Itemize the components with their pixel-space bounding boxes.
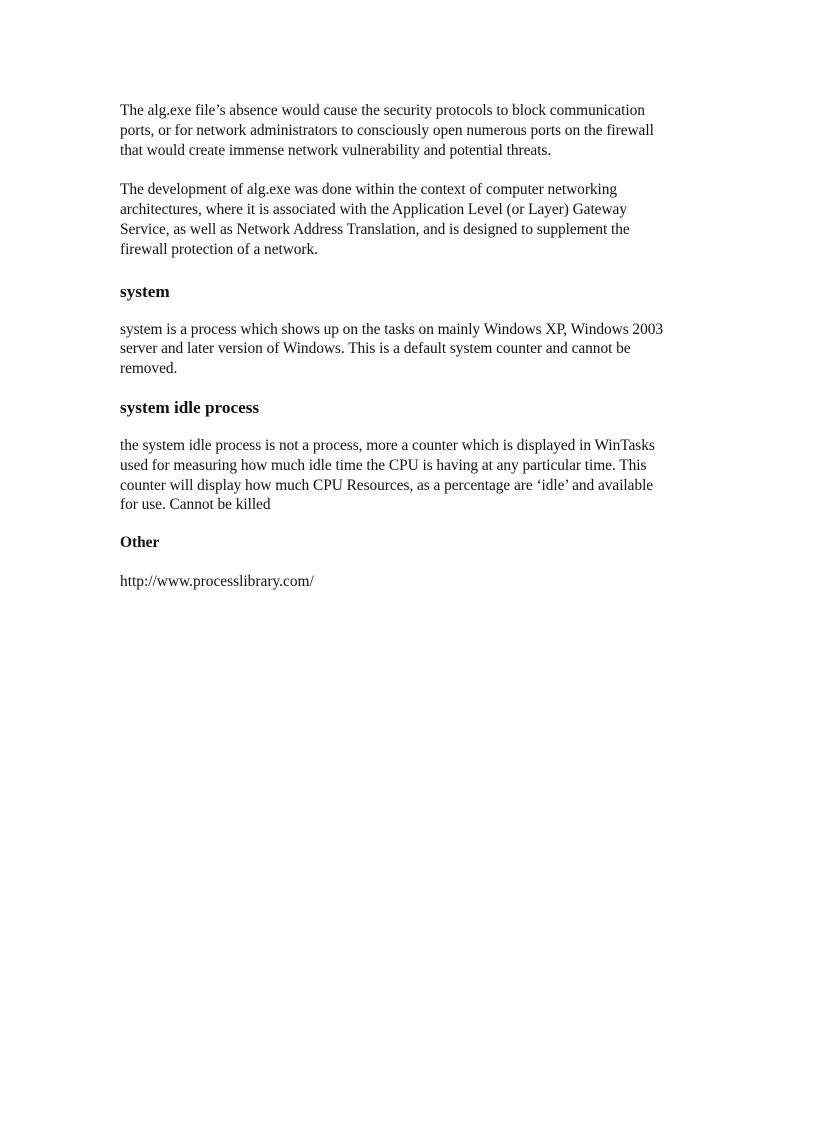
- text-line: that would create immense network vulnerability and potential threats.: [120, 141, 552, 159]
- text-line: removed.: [120, 360, 178, 378]
- heading-system-idle-process: system idle process: [120, 397, 260, 417]
- text-line: The alg.exe file’s absence would cause the security protocols to block communication: [120, 102, 645, 119]
- paragraph-alg-absence: [120, 101, 705, 160]
- text-line: The development of alg.exe was done within the context of computer networking: [120, 181, 618, 199]
- paragraph-system-idle-process: [120, 436, 705, 515]
- text-line: for use. Cannot be killed: [120, 496, 271, 514]
- text-line: server and later version of Windows. This is a default system counter and cannot be: [120, 340, 631, 358]
- heading-system: system: [120, 281, 170, 301]
- text-line: ports, or for network administrators to consciously open numerous ports on the firewall: [120, 121, 654, 139]
- paragraph-system: [120, 320, 705, 379]
- text-line: the system idle process is not a process, more a counter which is displayed in WinTasks: [120, 436, 655, 454]
- document-body: [120, 101, 705, 592]
- heading-other: Other: [120, 534, 160, 552]
- paragraph-alg-development: [120, 180, 705, 259]
- text-line: firewall protection of a network.: [120, 240, 318, 258]
- processlibrary-link[interactable]: http://www.processlibrary.com/: [120, 573, 314, 591]
- text-line: used for measuring how much idle time the CPU is having at any particular time. This: [120, 456, 647, 474]
- text-line: architectures, where it is associated with the Application Level (or Layer) Gateway: [120, 201, 627, 219]
- text-line: Service, as well as Network Address Translation, and is designed to supplement the: [120, 220, 630, 238]
- text-line: counter will display how much CPU Resources, as a percentage are ‘idle’ and available: [120, 476, 654, 494]
- text-line: system is a process which shows up on the tasks on mainly Windows XP, Windows 2003: [120, 320, 664, 338]
